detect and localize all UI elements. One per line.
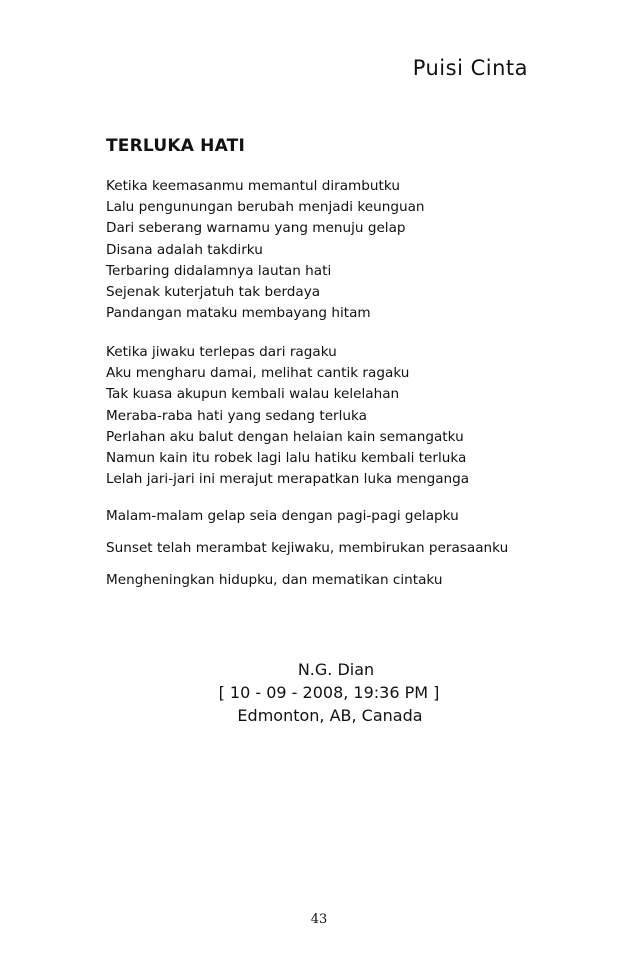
date-stamp: [ 10 - 09 - 2008, 19:36 PM ]	[218, 683, 440, 702]
closing-line: Mengheningkan hidupku, dan mematikan cintaku	[106, 572, 443, 588]
poem-line: Meraba-raba hati yang sedang terluka	[106, 407, 367, 424]
stanza-1	[106, 176, 425, 324]
poem-line: Disana adalah takdirku	[106, 241, 263, 258]
closing-line: Malam-malam gelap seia dengan pagi-pagi gelapku	[106, 508, 459, 524]
poem-line: Ketika jiwaku terlepas dari ragaku	[106, 344, 337, 360]
poem-line: Lelah jari-jari ini merajut merapatkan luka menganga	[106, 471, 470, 488]
poem-line: Tak kuasa akupun kembali walau kelelahan	[106, 386, 400, 403]
page-number: 43	[310, 912, 328, 927]
author-name: N.G. Dian	[297, 660, 375, 679]
place-name: Edmonton, AB, Canada	[237, 706, 423, 725]
poem-line: Ketika keemasanmu memantul dirambutku	[106, 178, 400, 194]
poem-line: Dari seberang warnamu yang menuju gelap	[106, 220, 406, 237]
running-header: Puisi Cinta	[412, 56, 528, 80]
poem-line: Pandangan mataku membayang hitam	[106, 305, 371, 322]
poem-line: Sejenak kuterjatuh tak berdaya	[106, 284, 321, 301]
signature-block	[0, 658, 638, 727]
poem-line: Lalu pengunungan berubah menjadi keunguan	[106, 199, 425, 216]
poem-title: TERLUKA HATI	[106, 136, 245, 156]
poem-line: Terbaring didalamnya lautan hati	[106, 262, 332, 279]
poem-line: Perlahan aku balut dengan helaian kain semangatku	[106, 428, 464, 445]
poem-line: Namun kain itu robek lagi lalu hatiku kembali terluka	[106, 450, 467, 467]
stanza-2	[106, 342, 469, 490]
closing-line: Sunset telah merambat kejiwaku, membirukan perasaanku	[106, 540, 509, 556]
poem-line: Aku mengharu damai, melihat cantik ragaku	[106, 365, 410, 382]
